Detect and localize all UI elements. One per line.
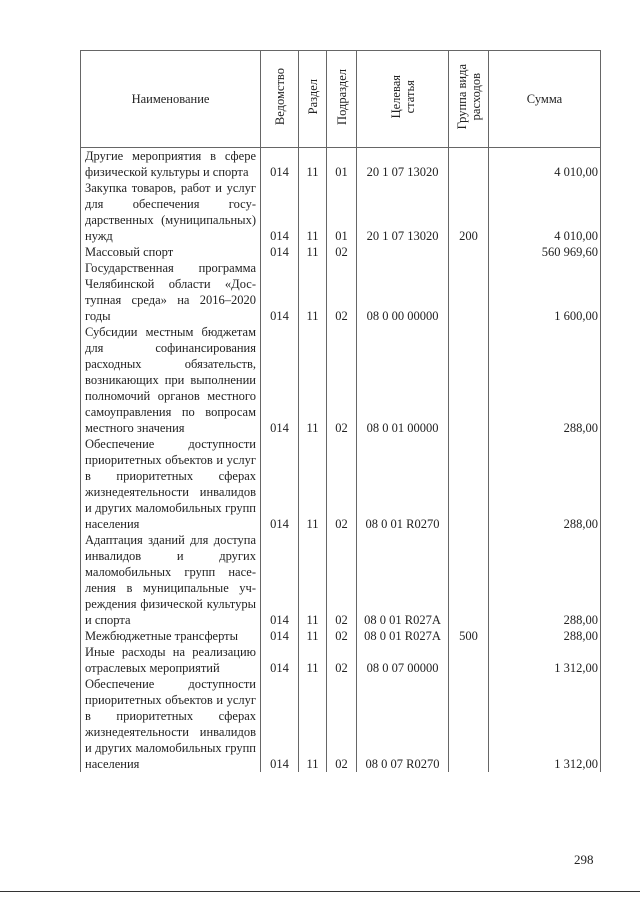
row-gruppa	[449, 244, 489, 260]
table-row	[81, 532, 601, 628]
row-tselevaya-statya: 08 0 00 00000	[357, 260, 449, 324]
row-razdel: 11	[299, 260, 327, 324]
header-tselevaya-statya: Целевая статья	[357, 51, 449, 148]
table-row	[81, 644, 601, 676]
row-gruppa: 500	[449, 628, 489, 644]
row-tselevaya-statya: 20 1 07 13020	[357, 148, 449, 181]
row-name: Адаптация зданий для доступа инвалидов и других маломобильных групп населения в муниципальные учреждения физической культуры и спорта	[81, 532, 261, 628]
row-summa: 288,00	[489, 628, 601, 644]
row-summa: 4 010,00	[489, 180, 601, 244]
row-gruppa	[449, 676, 489, 772]
row-tselevaya-statya: 20 1 07 13020	[357, 180, 449, 244]
row-name: Субсидии местным бюджетам для софинансирования расходных обязательств, возникающих при выполнении полномочий органов местного самоуправления по вопросам местного значения	[81, 324, 261, 436]
row-tselevaya-statya: 08 0 01 R027A	[357, 532, 449, 628]
header-summa: Сумма	[489, 51, 601, 148]
row-summa: 288,00	[489, 436, 601, 532]
row-podrazdel: 01	[327, 148, 357, 181]
table-body	[81, 148, 601, 773]
header-vedomstvo: Ведомство	[261, 51, 299, 148]
row-summa: 1 600,00	[489, 260, 601, 324]
row-tselevaya-statya: 08 0 07 00000	[357, 644, 449, 676]
row-summa: 288,00	[489, 532, 601, 628]
row-vedomstvo: 014	[261, 676, 299, 772]
row-name: Закупка товаров, работ и услуг для обеспечения государственных (муниципальных) нужд	[81, 180, 261, 244]
row-razdel: 11	[299, 532, 327, 628]
row-podrazdel: 01	[327, 180, 357, 244]
row-summa: 1 312,00	[489, 644, 601, 676]
row-summa: 4 010,00	[489, 148, 601, 181]
row-name: Государственная программа Челябинской области «Доступная среда» на 2016–2020 годы	[81, 260, 261, 324]
table-row	[81, 148, 601, 181]
row-name: Иные расходы на реализацию отраслевых мероприятий	[81, 644, 261, 676]
row-summa: 288,00	[489, 324, 601, 436]
row-vedomstvo: 014	[261, 244, 299, 260]
header-podrazdel: Подраздел	[327, 51, 357, 148]
table-row	[81, 324, 601, 436]
table-row	[81, 676, 601, 772]
row-podrazdel: 02	[327, 532, 357, 628]
row-summa: 1 312,00	[489, 676, 601, 772]
row-gruppa: 200	[449, 180, 489, 244]
row-vedomstvo: 014	[261, 628, 299, 644]
row-tselevaya-statya: 08 0 01 R027A	[357, 628, 449, 644]
row-razdel: 11	[299, 628, 327, 644]
row-vedomstvo: 014	[261, 532, 299, 628]
row-summa: 560 969,60	[489, 244, 601, 260]
row-razdel: 11	[299, 644, 327, 676]
table-row	[81, 628, 601, 644]
header-razdel: Раздел	[299, 51, 327, 148]
row-tselevaya-statya	[357, 244, 449, 260]
row-gruppa	[449, 532, 489, 628]
row-podrazdel: 02	[327, 676, 357, 772]
row-razdel: 11	[299, 436, 327, 532]
row-podrazdel: 02	[327, 244, 357, 260]
page-number: 298	[574, 852, 594, 867]
row-razdel: 11	[299, 148, 327, 181]
row-vedomstvo: 014	[261, 260, 299, 324]
row-podrazdel: 02	[327, 644, 357, 676]
row-podrazdel: 02	[327, 628, 357, 644]
row-name: Межбюджетные трансферты	[81, 628, 261, 644]
row-gruppa	[449, 644, 489, 676]
row-gruppa	[449, 324, 489, 436]
row-razdel: 11	[299, 180, 327, 244]
row-gruppa	[449, 260, 489, 324]
row-podrazdel: 02	[327, 436, 357, 532]
table-row	[81, 436, 601, 532]
row-name: Массовый спорт	[81, 244, 261, 260]
table-header	[81, 51, 601, 148]
row-tselevaya-statya: 08 0 01 00000	[357, 324, 449, 436]
row-tselevaya-statya: 08 0 07 R0270	[357, 676, 449, 772]
row-vedomstvo: 014	[261, 644, 299, 676]
row-gruppa	[449, 148, 489, 181]
row-name: Другие мероприятия в сфере физической культуры и спорта	[81, 148, 261, 181]
row-name: Обеспечение доступности приоритетных объектов и услуг в приоритетных сферах жизнедеятельности инвалидов и других маломобильных групп населения	[81, 436, 261, 532]
table-row	[81, 180, 601, 244]
budget-table	[80, 50, 601, 772]
header-name: Наименование	[81, 51, 261, 148]
row-vedomstvo: 014	[261, 324, 299, 436]
row-podrazdel: 02	[327, 324, 357, 436]
row-name: Обеспечение доступности приоритетных объектов и услуг в приоритетных сферах жизнедеятельности инвалидов и других маломобильных групп населения	[81, 676, 261, 772]
row-vedomstvo: 014	[261, 148, 299, 181]
row-tselevaya-statya: 08 0 01 R0270	[357, 436, 449, 532]
bottom-rule	[0, 891, 640, 892]
row-razdel: 11	[299, 676, 327, 772]
row-vedomstvo: 014	[261, 436, 299, 532]
table-row	[81, 260, 601, 324]
header-gruppa-vida-raskhodov: Группа вида расходов	[449, 51, 489, 148]
row-gruppa	[449, 436, 489, 532]
row-razdel: 11	[299, 324, 327, 436]
table-row	[81, 244, 601, 260]
row-podrazdel: 02	[327, 260, 357, 324]
row-vedomstvo: 014	[261, 180, 299, 244]
row-razdel: 11	[299, 244, 327, 260]
